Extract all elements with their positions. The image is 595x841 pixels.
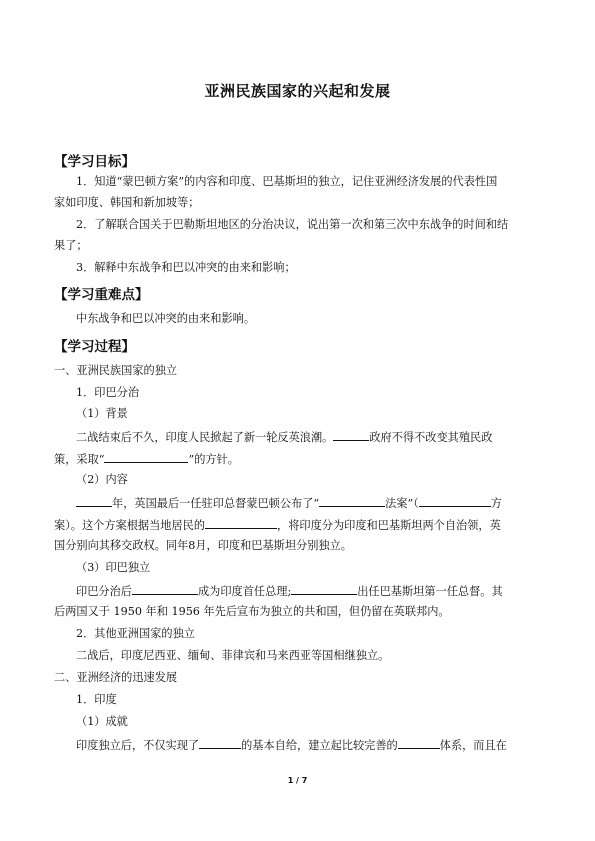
other-countries-text: 二战后，印度尼西亚、缅甸、菲律宾和马来西亚等国相继独立。 [76,649,390,662]
goal-1-line-2: 家如印度、韩国和新加坡等； [54,196,200,209]
background-line-1: 二战结束后不久，印度人民掀起了新一轮反英浪潮。 政府不得不改变其殖民政 [76,431,493,444]
section-1-heading: 一、亚洲民族国家的独立 [54,364,178,377]
blank-field[interactable] [199,737,241,749]
goal-1-line-1: 1．知道“蒙巴顿方案”的内容和印度、巴基斯坦的独立，记住亚洲经济发展的代表性国 [76,175,498,188]
blank-field[interactable] [398,737,440,749]
independence-line-2: 后两国又于 1950 年和 1956 年先后宣布为独立的共和国，但仍留在英联邦内。 [54,605,450,618]
blank-field[interactable] [104,451,188,463]
independence-line-1: 印巴分治后 成为印度首任总理; 出任巴基斯坦第一任总督。其 [76,585,503,598]
subsection-india-pakistan-partition: 1．印巴分治 [76,386,140,399]
blank-field[interactable] [132,583,198,595]
heading-learning-process: 【学习过程】 [54,339,135,355]
section-2-heading: 二、亚洲经济的迅速发展 [54,671,178,684]
heading-key-points: 【学习重难点】 [54,287,149,303]
goal-3: 3．解释中东战争和巴以冲突的由来和影响； [76,261,296,274]
content-line-2: 案）。这个方案根据当地居民的 ，将印度分为印度和巴基斯坦两个自治领，英 [54,519,501,532]
item-achievements: （1）成就 [76,715,128,728]
blank-field[interactable] [319,495,385,507]
content-line-3: 国分别向其移交政权。同年8月，印度和巴基斯坦分别独立。 [54,539,352,552]
subsection-other-asian-countries: 2．其他亚洲国家的独立 [76,627,195,640]
subsection-india: 1．印度 [76,693,117,706]
page-title: 亚洲民族国家的兴起和发展 [204,82,391,100]
blank-field[interactable] [291,583,357,595]
background-line-2: 策，采取“ ”的方针。 [54,453,239,466]
goal-2-line-2: 果了； [54,239,88,252]
blank-field[interactable] [76,495,112,507]
item-background: （1）背景 [76,407,128,420]
page-number: 1 / 7 [287,776,308,785]
goal-2-line-1: 2．了解联合国关于巴勒斯坦地区的分治决议，说出第一次和第三次中东战争的时间和结 [76,218,509,231]
heading-learning-goals: 【学习目标】 [54,154,135,170]
content-line-1: 年，英国最后一任驻印总督蒙巴顿公布了“ 法案”（ 方 [76,495,502,511]
achievements-line-1: 印度独立后，不仅实现了 的基本自给，建立起比较完善的 体系，而且在 [76,739,507,752]
blank-field[interactable] [419,495,491,507]
item-content: （2）内容 [76,473,128,486]
blank-field[interactable] [333,429,369,441]
key-points-text: 中东战争和巴以冲突的由来和影响。 [76,312,256,325]
item-independence: （3）印巴独立 [76,561,151,574]
blank-field[interactable] [205,517,277,529]
